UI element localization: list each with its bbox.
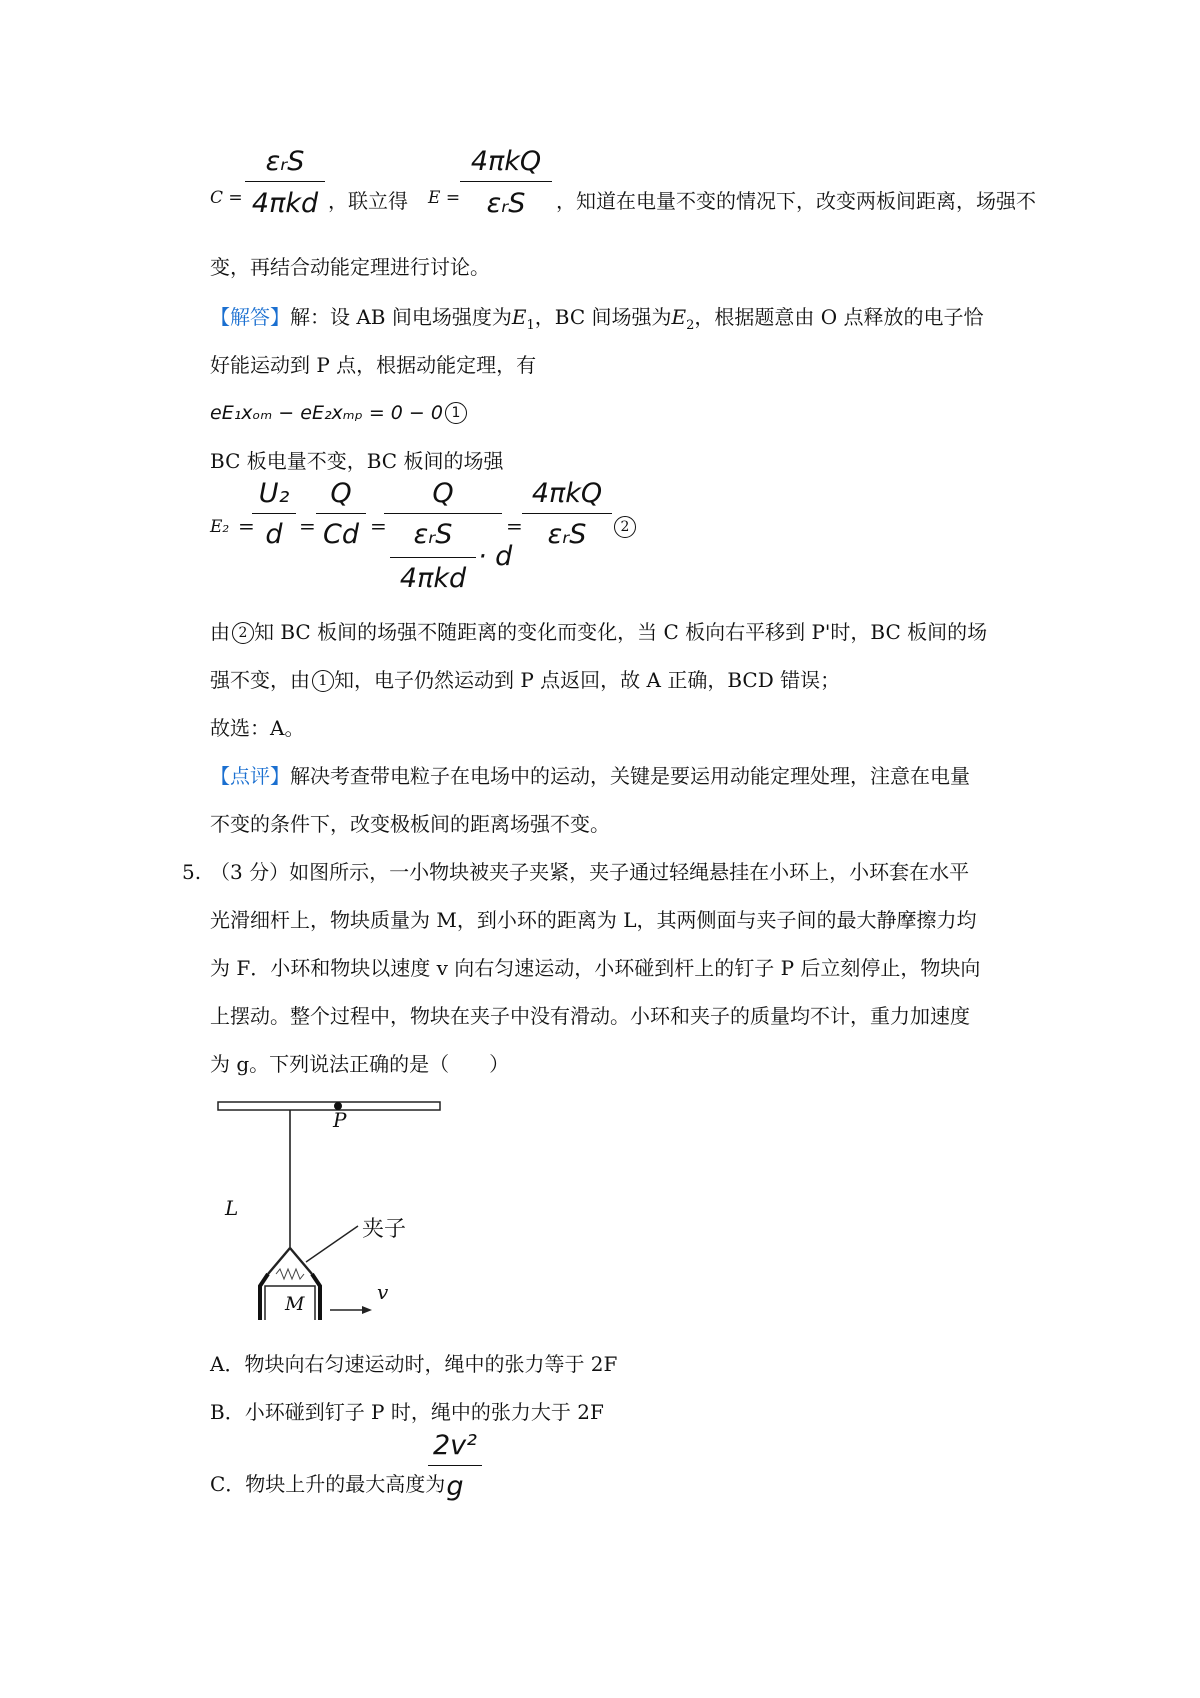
equation-2-f3-tail: · d (478, 541, 513, 572)
e1-subscript: 1 (526, 318, 535, 333)
top-text-after: ，知道在电量不变的情况下，改变两板间距离，场强不 (556, 189, 1036, 213)
option-c (210, 1468, 445, 1497)
question-line-4: 上摆动。整个过程中，物块在夹子中没有滑动。小环和夹子的质量均不计，重力加速度 (210, 1004, 970, 1028)
answer-line-1c: ，根据题意由 O 点释放的电子恰 (694, 305, 984, 329)
option-c-denominator: g (446, 1471, 464, 1502)
equation-2-f3-inner-denominator: 4πkd (399, 563, 467, 594)
equation-2-f2-denominator: Cd (323, 519, 359, 550)
equation-2-lhs: E₂ (210, 517, 230, 537)
answer-line-4 (210, 618, 987, 646)
answer-line-4b: 知 BC 板间的场强不随距离的变化而变化，当 C 板向右平移到 P'时，BC 板间的场 (254, 620, 988, 644)
answer-line-4-marker: 2 (232, 622, 254, 644)
equation-1 (210, 399, 467, 427)
horizontal-rod (218, 1102, 440, 1110)
comment-line-1 (210, 762, 970, 790)
figure-label-v: v (377, 1280, 389, 1304)
answer-line-5-marker: 1 (312, 670, 334, 692)
equation-1-marker: 1 (445, 402, 467, 424)
e-formula-fraction (460, 146, 552, 219)
answer-line-1 (210, 303, 984, 340)
answer-line-4a: 由 (210, 620, 230, 644)
comment-line-1-text: 解决考查带电粒子在电场中的运动，关键是要运用动能定理处理，注意在电量 (290, 764, 970, 788)
question-line-2: 光滑细杆上，物块质量为 M，到小环的距离为 L，其两侧面与夹子间的最大静摩擦力均 (210, 908, 977, 932)
question-line-1: （3 分）如图所示，一小物块被夹子夹紧，夹子通过轻绳悬挂在小环上，小环套在水平 (210, 860, 970, 884)
equation-2-f3-denominator (384, 519, 513, 603)
equation-2-fraction-4 (522, 478, 612, 550)
figure-label-p: P (333, 1108, 347, 1132)
e-formula-denominator: εᵣS (486, 188, 526, 219)
equation-2-f1-denominator: d (265, 519, 283, 550)
comment-tag: 【点评】 (210, 764, 290, 788)
clip-arms (268, 1248, 312, 1274)
e2-subscript: 2 (686, 318, 695, 333)
c-formula-denominator: 4πkd (251, 188, 319, 219)
answer-line-3: BC 板电量不变，BC 板间的场强 (210, 449, 504, 473)
answer-line-6: 故选：A。 (210, 716, 305, 740)
c-formula-fraction (245, 146, 325, 219)
clip-pointer (306, 1226, 358, 1262)
figure-label-clip: 夹子 (362, 1217, 407, 1242)
c-formula-numerator: εᵣS (265, 146, 305, 177)
answer-line-5a: 强不变，由 (210, 668, 310, 692)
answer-line-5b: 知，电子仍然运动到 P 点返回，故 A 正确，BCD 错误； (334, 668, 841, 692)
equation-2-marker: 2 (614, 516, 636, 538)
join-text: ，联立得 (328, 189, 408, 213)
question-line-5: 为 g。下列说法正确的是（ ） (210, 1052, 510, 1076)
equation-2-fraction-3 (384, 478, 513, 603)
question-number: 5. (182, 860, 202, 884)
option-b: B．小环碰到钉子 P 时，绳中的张力大于 2F (210, 1400, 604, 1424)
answer-line-2: 好能运动到 P 点，根据动能定理，有 (210, 353, 537, 377)
e-formula-numerator: 4πkQ (470, 146, 542, 177)
figure-label-l: L (225, 1196, 239, 1220)
question-line-3: 为 F．小环和物块以速度 v 向右匀速运动，小环碰到杆上的钉子 P 后立刻停止，物块向 (210, 956, 981, 980)
equation-2-fraction-1 (252, 478, 296, 550)
clip-spring (276, 1269, 304, 1279)
answer-line-5 (210, 666, 840, 694)
equation-2-f4-denominator: εᵣS (547, 519, 587, 550)
answer-tag: 【解答】 (210, 305, 290, 329)
comment-line-2: 不变的条件下，改变极板间的距离场强不变。 (210, 812, 610, 836)
equation-2-f2-numerator: Q (330, 478, 352, 509)
equation-2-f3-numerator: Q (432, 478, 454, 509)
option-c-prefix: C．物块上升的最大高度为 (210, 1472, 446, 1496)
velocity-arrow-head (362, 1306, 372, 1314)
e1-symbol: E (511, 305, 527, 329)
answer-line-1a: 解：设 AB 间电场强度为 (290, 305, 512, 329)
answer-line-1b: ，BC 间场强为 (534, 305, 672, 329)
equation-2-f1-numerator: U₂ (258, 478, 290, 509)
option-c-numerator: 2v² (433, 1430, 477, 1461)
e-formula-lhs: E = (428, 188, 461, 208)
top-line-2: 变，再结合动能定理进行讨论。 (210, 255, 490, 279)
c-formula-lhs: C = (210, 188, 243, 208)
e2-symbol: E (671, 305, 687, 329)
equation-2-fraction-2 (316, 478, 366, 550)
document-page: C = εᵣS 4πkd ，联立得 E = 4πkQ εᵣS ，知道在电量不变的情况下，改变两板间距离，场强不 变，再结合动能定理进行讨论。 【解答】解：设 AB 间电场强度为$E_1$，BC 间场强为$E_2$，根据题意由 O 点释放的电子恰 好能运动到 P 点，根据动能定理，有 eE₁xₒₘ − eE₂xₘₚ = 0 − 0 1 BC 板电量不变，BC 板间的场强 E₂ = U₂ d = Q Cd = Q εᵣS 4πkd · d = 4πkQ εᵣS 2 由 2 知 BC 板间的场强不随距离的变化而变化，当 C 板向右平移到 P'时，BC 板间的场 强不变，由 1 知，电子仍然运动到 P 点返回，故 A 正确，BCD 错误； 故选：A。 【点评】解决考查带电粒子在电场中的运动，关键是要运用动能定理处理，注意在电量 不变的条件下，改变极板间的距离场强不变。 5. （3 分）如图所示，一小物块被夹子夹紧，夹子通过轻绳悬挂在小环上，小环套在水平 光滑细杆上，物块质量为 M，到小环的距离为 L，其两侧面与夹子间的最大静摩擦力均 为 F．小环和物块以速度 v 向右匀速运动，小环碰到杆上的钉子 P 后立刻停止，物块向 上摆动。整个过程中，物块在夹子中没有滑动。小环和夹子的质量均不计，重力加速度 为 g。下列说法正确的是（ ） P L 夹子 M v A．物块向右匀速运动时，绳中的张力等于 2F B．小环碰到钉子 P 时，绳中的张力大于 2F C．物块上升的最大高度为 2v² g (182, 146, 1036, 1502)
option-c-fraction (428, 1430, 482, 1502)
equation-2-f3-inner-numerator: εᵣS (413, 519, 453, 550)
figure-label-m: M (285, 1293, 305, 1315)
option-a: A．物块向右匀速运动时，绳中的张力等于 2F (210, 1352, 618, 1376)
equation-2-f4-numerator: 4πkQ (531, 478, 603, 509)
equation-1-text: eE₁xₒₘ − eE₂xₘₚ = 0 − 0 (210, 402, 443, 424)
